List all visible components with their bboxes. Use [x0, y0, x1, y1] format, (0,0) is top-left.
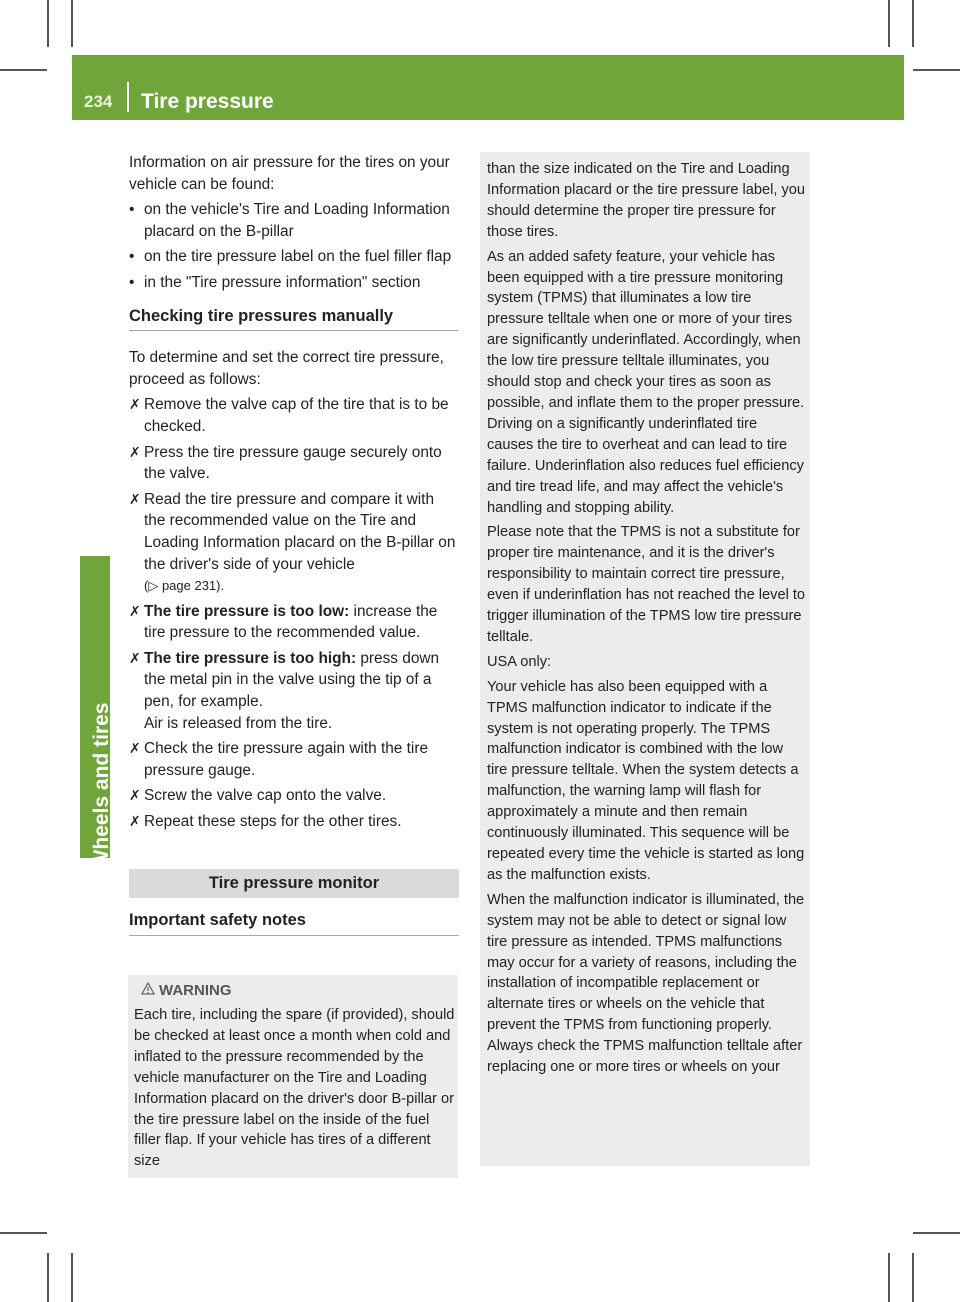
step-item: ✗ Screw the valve cap onto the valve. [129, 785, 459, 807]
step-item: ✗ Repeat these steps for the other tires. [129, 811, 459, 833]
intro-paragraph: Information on air pressure for the tires on your vehicle can be found: [129, 154, 450, 193]
step-item: ✗ Check the tire pressure again with the tire pressure gauge. [129, 740, 429, 779]
list-item: • on the tire pressure label on the fuel filler flap [129, 246, 459, 268]
step-arrow-icon: ✗ [129, 396, 141, 413]
crop-mark [888, 0, 890, 47]
warning-triangle-icon [141, 981, 159, 1002]
step-arrow-icon: ✗ [129, 813, 141, 830]
paragraph: Your vehicle has also been equipped with a TPMS malfunction indicator to indicate if the system is not operating properly. The TPMS malfunction indicator is combined with the low tire pressure telltale. When the system detects a malfunction, the warning lamp will flash for approximately a minute and then remain continuously illuminated. This sequence will be repeated every time the vehicle is started as long as the malfunction exists. [487, 678, 805, 883]
step-arrow-icon: ✗ [129, 787, 141, 804]
crop-mark [0, 69, 47, 71]
manual-intro: To determine and set the correct tire pressure, proceed as follows: [129, 349, 444, 388]
warning-header [141, 981, 232, 1002]
page-reference-link[interactable]: (▷ page 231). [144, 578, 225, 594]
step-item: ✗ Remove the valve cap of the tire that is to be checked. [129, 396, 449, 435]
step-arrow-icon: ✗ [129, 443, 141, 460]
step-arrow-icon: ✗ [129, 649, 141, 666]
crop-mark [71, 0, 73, 47]
warning-box [128, 975, 458, 1178]
step-item: ✗ The tire pressure is too low: increase the tire pressure to the recommended value. [129, 602, 438, 642]
heading-safety-notes: Important safety notes [129, 910, 459, 936]
paragraph-usa-only: USA only: [487, 653, 552, 670]
right-column-box [480, 152, 810, 1166]
crop-mark [47, 1253, 49, 1302]
crop-mark [71, 1253, 73, 1302]
bullet-icon: • [129, 201, 135, 219]
paragraph: than the size indicated on the Tire and Loading Information placard or the tire pressure label, you should determine the proper tire pressure for those tires. [487, 161, 805, 240]
page-number: 234 [84, 92, 113, 111]
paragraph: As an added safety feature, your vehicle has been equipped with a tire pressure monitoring system (TPMS) that illuminates a low tire pressure telltale when one or more of your tires are significantly underinflated. Accordingly, when the low tire pressure telltale illuminates, you should stop and check your tires as soon as possible, and inflate them to the proper pressure. Driving on a significantly underinflated tire causes the tire to overheat and can lead to tire failure. Underinflation also reduces fuel efficiency and tire tread life, and may affect the vehicle's handling and stopping ability. [487, 248, 805, 516]
crop-mark [912, 0, 914, 47]
heading-manual-check: Checking tire pressures manually [129, 306, 459, 332]
paragraph: Please note that the TPMS is not a substitute for proper tire maintenance, and it is the driver's responsibility to maintain correct tire pressure, even if underinflation has not reached the level to trigger illumination of the TPMS low tire pressure telltale. [487, 524, 806, 645]
crop-mark [912, 1253, 914, 1302]
crop-mark [913, 1232, 960, 1234]
crop-mark [47, 0, 49, 47]
warning-title: WARNING [159, 982, 232, 999]
left-column [129, 152, 459, 952]
tire-pressure-monitor-bar: Tire pressure monitor [129, 869, 459, 899]
step-arrow-icon: ✗ [129, 602, 141, 619]
bullet-icon: • [129, 248, 135, 266]
step-item: ✗ The tire pressure is too high: press down the metal pin in the valve using the tip of a pen, for example. Air is released from the tire. [129, 649, 440, 732]
paragraph: When the malfunction indicator is illuminated, the system may not be able to detect or signal low tire pressure as intended. TPMS malfunctions may occur for a variety of reasons, including the installation of incompatible replacement or alternate tires or wheels on the vehicle that prevent the TPMS from functioning properly. Always check the TPMS malfunction telltale after replacing one or more tires or wheels on your [487, 891, 805, 1076]
step-arrow-icon: ✗ [129, 490, 141, 507]
crop-mark [888, 1253, 890, 1302]
side-tab-label: Wheels and tires [90, 702, 113, 870]
crop-mark [913, 69, 960, 71]
warning-text: Each tire, including the spare (if provided), should be checked at least once a month when cold and inflated to the pressure recommended by the vehicle manufacturer on the Tire and Loading Information placard on the driver's door B-pillar or the tire pressure label on the inside of the fuel filler flap. If your vehicle has tires of a different size [134, 1007, 455, 1170]
list-item: • on the vehicle's Tire and Loading Information placard on the B-pillar [129, 201, 450, 240]
list-item: • in the "Tire pressure information" section [129, 272, 459, 294]
section-title: Tire pressure [141, 90, 274, 113]
step-arrow-icon: ✗ [129, 740, 141, 757]
header-divider [127, 82, 129, 112]
bullet-icon: • [129, 273, 135, 291]
step-item: ✗ Read the tire pressure and compare it with the recommended value on the Tire and Loading Information placard on the B-pillar on the driver's side of your vehicle (▷ page 231). [129, 490, 456, 594]
crop-mark [0, 1232, 47, 1234]
step-item: ✗ Press the tire pressure gauge securely onto the valve. [129, 443, 442, 483]
